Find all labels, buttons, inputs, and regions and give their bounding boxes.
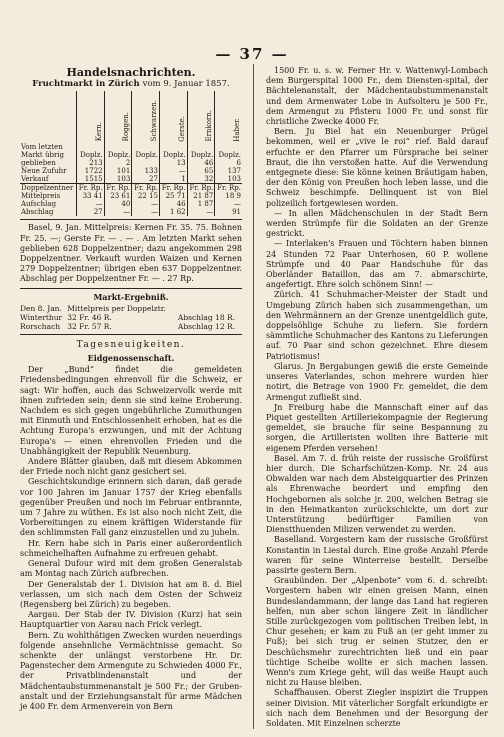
divider-rule (20, 334, 242, 335)
table-row: Markt übrig Doplz. Doplz. Doplz. Doplz. Doplz. Doplz. (21, 151, 241, 160)
article-paragraph: Bern. Zu wohlthätigen Zwecken wurden neuerdings folgende ansehnliche Vermächtnisse gemacht. So schenkte der unlängst verstorbene Hr. Dr. Pagenstecher dem Armengute zu Schwieden 4000 Fr., der Privatblindenanstalt und der Mädchentaubstummenanstalt je 500 Fr.; der Gruben-anstalt und der Erziehungsanstalt für arme Mädchen je 400 Fr. dem Armenverein von Bern (20, 630, 242, 711)
article-paragraph: Glarus. Jn Bergabungen gewiß die erste Gemeinde unseres Vaterlandes, schon mehrere wurden hier notirt, die Betrage von 1900 Fr. gemeldet, die dem Armengut zufließt sind. (266, 361, 488, 402)
article-paragraph: Hr. Kern habe sich in Paris einer außerordentlich schmeichelhaften Aufnahme zu erfreuen gehabt. (20, 538, 242, 558)
right-column (266, 66, 488, 729)
grain-market-heading (20, 79, 242, 89)
article-paragraph: Baselland. Vorgestern kam der russische Großfürst Konstantin in Liestal durch. Eine große Anzahl Pferde waren für seine Winterreise bestellt. Derselbe passirte gestern Bern. (266, 535, 488, 575)
table-row: Rorschach 32 Fr. 57 R. Abschlag 12 R. (20, 321, 236, 331)
grain-price-table (20, 91, 242, 216)
article-paragraph: Schaffhausen. Oberst Ziegler inspizirt die Truppen seiner Division. Mit väterlicher Sorgfalt erkundigte er sich nach dem Benehmen und der Besorgung der Soldaten. Mit Einzelnen scherzte (266, 688, 488, 728)
market-result-heading: Markt-Ergebniß. (93, 291, 169, 302)
table-row: Vom letzten (20, 143, 242, 151)
table-row: Aufschlag — 40 — 46 1 87 — (21, 200, 241, 209)
table-corner (20, 91, 76, 143)
col-header: Ernkorn. (187, 91, 215, 143)
basel-market-note: Basel, 9. Jan. Mittelpreis: Kernen Fr. 35. 75. Bohnen Fr. 25. —; Gerste Fr. — . — . Am letzten Markt sehen geblieben 628 Doppelzentner; dazu angekommen 298 Doppelzentner. Verkauft wurden Waizen und Kernen 279 Doppelzentner; übrigen eben 637 Doppelzentner. Abschlag per Doppelzentner Fr. — . 27 Rp. (20, 223, 242, 284)
divider-rule (20, 219, 242, 220)
table-row: geblieben 213 2 13 46 6 (21, 159, 241, 168)
article-paragraph: Aargau. Der Stab der IV. Division (Kurz) hat sein Hauptquartier von Aarau nach Frick verlegt. (20, 610, 242, 630)
article-paragraph: Basel. Am 7. d. früh reiste der russische Großfürst hier durch. Die Scharfschützen-Komp. Nr. 24 aus Obwalden war nach dem Absteigquartier des Prinzen als Ehrenwache beordert und empfing den Hochgebornen als solche jr. 200, welchen Betrag sie in den Heimatkanton zurückschickte, um dort zur Unterstützung bedürftiger Familien von Dienstthuenden Milizen verwendet zu werden. (266, 453, 488, 535)
col-header: Gerste. (159, 91, 187, 143)
table-row: Abschlag 27 — — 1 62 — 91 (21, 208, 241, 217)
section-heading-trade: Handelsnachrichten. (66, 66, 196, 79)
table-row: Winterthur 32 Fr. 46 R. Abschlag 18 R. (20, 312, 236, 322)
article-paragraph: Geschichtskundige erinnern sich daran, daß gerade vor 100 Jahren im Januar 1757 der Krieg ebenfalls gegenüber Preußen und noch im Februar entbrannte, um 7 Jahre zu wüthen. Es ist also noch nicht Zeit, die Vorbereitungen zu einem kräftigen Widerstande für den schlimmsten Fall ganz einzustellen und zu jubeln. (20, 477, 242, 538)
article-paragraph: Der „Bund“ findet die gemeldeten Friedensbedingungen ehrenvoll für die Schweiz, er sagt: Wir hoffen, auch das Schweizervolk werde mit ihnen zufrieden sein; denn sie sind keine Eroberung. Nachdem es sich gegen ungebührliche Zumuthungen mit Einmuth und Entschlossenheit erhoben, hat es die Achtung Europa's erzwungen, und mit der Achtung Europa's — einen ehrenvollen Frieden und die Unabhängigkeit der Republik Neuenburg. (20, 365, 242, 456)
col-header: Haber. (215, 91, 242, 143)
news-heading: Tagesneuigkeiten. (76, 339, 186, 350)
divider-rule (20, 288, 242, 289)
col-header: Roggen. (104, 91, 132, 143)
article-paragraph: General Dufour wird mit dem großen Generalstab am Montag nach Zürich aufbrechen. (20, 559, 242, 579)
col-header: Schwarzen. (132, 91, 160, 143)
article-paragraph: Zürich. 41 Schuhmacher-Meister der Stadt und Umgebung Zürich haben sich zusammengethan, um den Wehrmännern an der Grenze unentgeldlich gute, doppelsöhlige Schuhe zu liefern. Sie fordern sämmtliche Schuhmacher des Kantons zu Lieferungen auf. 70 Paar sind schon gezeichnet. Ehre diesem Patriotismus! (266, 290, 488, 361)
grain-market-date: vom 9. Januar 1857. (142, 79, 230, 90)
article-paragraph: Jn Freiburg habe die Mannschaft einer auf das Piquet gestellten Artilleriekompagnie der Regierung gemeldet, sie brauche für seine Bespannung zu sorgen, die Artilleristen wollten ihre Batterie mit eigenem Pferden versehen! (266, 402, 488, 453)
federation-heading: Eidgenossenschaft. (87, 353, 175, 364)
article-paragraph: Der Generalstab der 1. Division hat am 8. d. Biel verlassen, um sich nach dem Osten der Schweiz (Regensberg bei Zürich) zu begeben. (20, 579, 242, 609)
page-number: — 37 — (215, 45, 289, 63)
article-paragraph: 1500 Fr. u. s. w. Ferner Hr. v. Wattenwyl-Lombach dem Burgerspital 1000 Fr., dem Diensten-spital, der Bächtelenanstalt, der Mädchentaubstummenanstalt und dem Armenwater Lobe in Aufsolteru je 500 Fr., dem Armengut zu Pfisteru 1000 Fr. und sonst für christliche Zwecke 4000 Fr. (266, 66, 488, 127)
left-column (20, 66, 242, 712)
article-paragraph: Graubünden. Der „Alpenbote“ vom 6. d. schreibt: Vorgestern haben wir einen greisen Mann, einen Bundeslandammann, der lange das Land hat regieren helfen, nun aber schon längere Zeit in ländlicher Stille zurückgezogen vom politischen Treiben lebt, in Chur gesehen; er kam zu Fuß an (er geht immer zu Fuß); bei sich trug er seinen Stutzer, den er Deschüchsmehr zurechtrichten ließ und ein paar tüchtige Scheibe wollte er sich machen lassen. Wenn's zum Kriege geht, will das weiße Haupt auch nicht zu Hause bleiben. (266, 576, 488, 688)
grain-market-title: Fruchtmarkt in Zürich (32, 79, 140, 90)
market-result-table (20, 304, 242, 331)
article-paragraph: — Interlaken's Frauen und Töchtern haben binnen 24 Stunden 72 Paar Unterhosen, 60 P. wollene Strümpfe und 40 Paar Handschuhe für das Oberländer Bataillon, das am 7. abmarschirte, angefertigt. Ehre solch schönem Sinn! — (266, 239, 488, 290)
table-row: Den 8. Jan. Mittelpreis per Doppelztr. (20, 303, 166, 313)
table-row: Verkauf 1515 103 27 1 32 103 (21, 175, 241, 184)
article-paragraph: Andere Blätter glauben, daß mit diesem Abkommen der Friede noch nicht ganz gesichert sei. (20, 457, 242, 477)
col-header: Kern. (76, 91, 104, 143)
column-divider (253, 64, 254, 729)
table-row: Mittelpreis 33 41 23 61 22 15 25 71 21 87 18 9 (21, 192, 241, 201)
article-paragraph: Bern. Ju Biel hat ein Neuenburger Prügel bekommen, weil er „vive le roi“ rief. Bald darauf erfuchte er den Pfarrer um Fürsprache bei seiner Braut, die ihn verstoßen hatte. Auf die Verwendung entgegnete diese: Sie könne keinen Bräutigam haben, der den König von Preußen hoch leben lasse, und die Schweiz beschimpfe. Dellinquent ist von Biel polizeilich fortgewiesen worden. (266, 127, 488, 208)
table-row: Doppelzentner Fr. Rp. Fr. Rp. Fr. Rp. Fr. Rp. Fr. Rp. Fr. Rp. (21, 184, 241, 193)
table-row: Neue Zufuhr 1722 101 133 — 65 137 (21, 167, 241, 176)
article-paragraph: — In allen Mädchenschulen in der Stadt Bern werden Strümpfe für die Soldaten an der Grenze gestrickt. (266, 208, 488, 239)
